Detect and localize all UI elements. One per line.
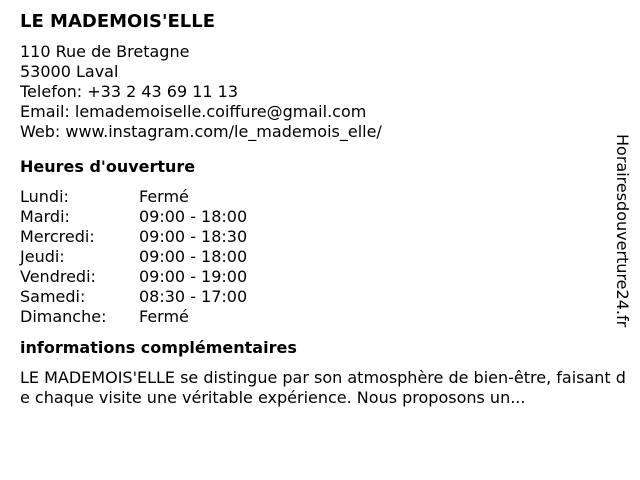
address-city: 53000 Laval (20, 62, 119, 81)
hours-day: Lundi: (20, 187, 69, 206)
email-line: Email: lemademoiselle.coiffure@gmail.com (20, 102, 367, 121)
hours-time: 09:00 - 18:30 (139, 227, 248, 246)
opening-hours-title: Heures d'ouverture (20, 157, 196, 176)
hours-day: Samedi: (20, 287, 86, 306)
hours-time: Fermé (139, 307, 189, 326)
phone-line: Telefon: +33 2 43 69 11 13 (20, 82, 239, 101)
hours-day: Dimanche: (20, 307, 107, 326)
hours-time: Fermé (139, 187, 189, 206)
hours-day: Mardi: (20, 207, 70, 226)
web-line: Web: www.instagram.com/le_mademois_elle/ (20, 122, 382, 141)
hours-time: 09:00 - 18:00 (139, 207, 248, 226)
hours-day: Mercredi: (20, 227, 95, 246)
hours-time: 08:30 - 17:00 (139, 287, 248, 306)
business-name: LE MADEMOIS'ELLE (20, 11, 216, 32)
site-watermark: Horairesdouverture24.fr (613, 134, 632, 328)
hours-time: 09:00 - 19:00 (139, 267, 248, 286)
hours-row-thursday (20, 247, 620, 267)
hours-row-tuesday (20, 207, 620, 227)
hours-day: Vendredi: (20, 267, 96, 286)
hours-time: 09:00 - 18:00 (139, 247, 248, 266)
additional-info-text: LE MADEMOIS'ELLE se distingue par son atmosphère de bien-être, faisant de chaque visite une véritable expérience. Nous proposons un... (20, 368, 626, 407)
additional-info-title: informations complémentaires (20, 338, 297, 357)
opening-hours-table (20, 187, 620, 327)
address-street: 110 Rue de Bretagne (20, 42, 190, 61)
hours-day: Jeudi: (20, 247, 65, 266)
hours-row-friday (20, 267, 620, 287)
hours-row-wednesday (20, 227, 620, 247)
hours-row-sunday (20, 307, 620, 327)
hours-row-saturday (20, 287, 620, 307)
hours-row-monday (20, 187, 620, 207)
